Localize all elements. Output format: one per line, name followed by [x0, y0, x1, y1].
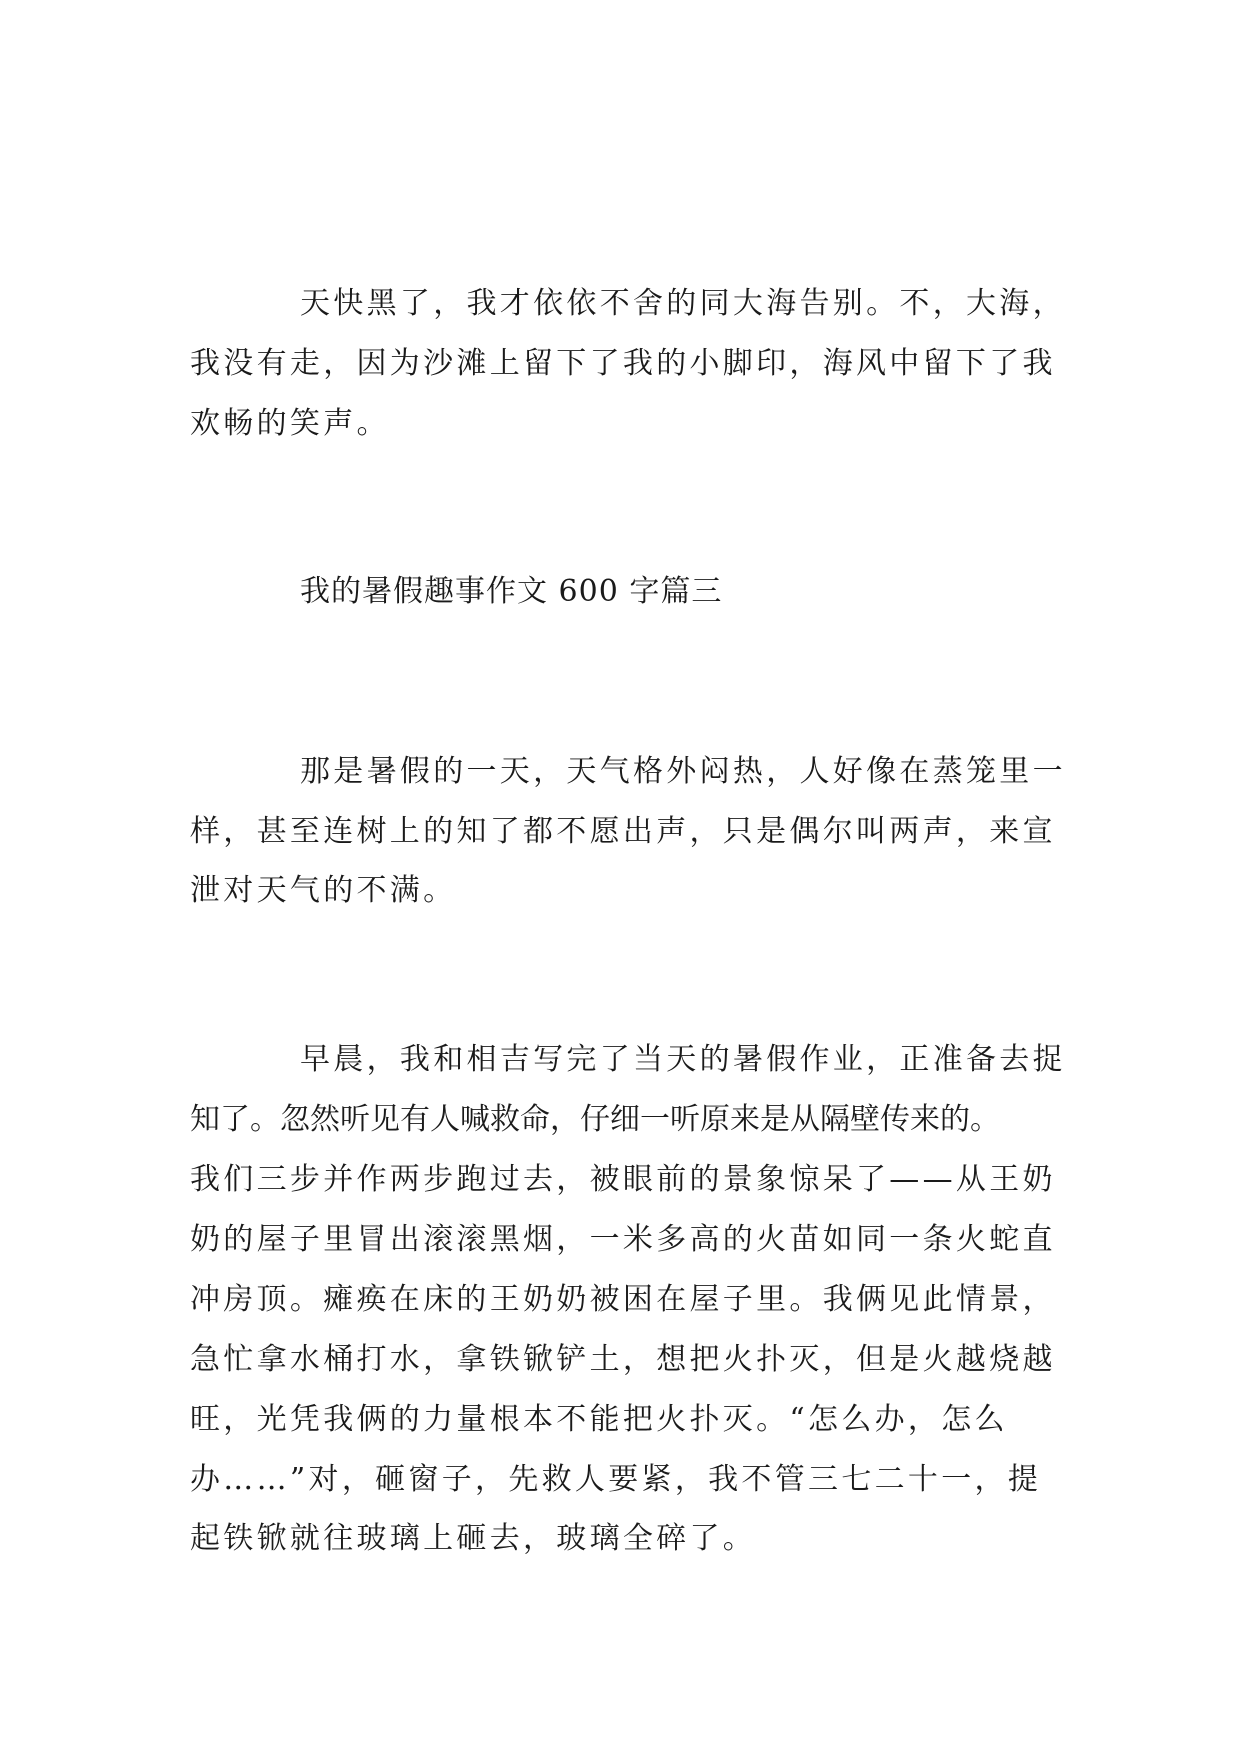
section-heading: 我的暑假趣事作文 600 字篇三 [300, 574, 723, 609]
paragraph-3-line-9: 起铁锨就往玻璃上砸去，玻璃全碎了。 [190, 1521, 757, 1556]
paragraph-1-line-2: 我没有走，因为沙滩上留下了我的小脚印，海风中留下了我 [190, 346, 1056, 381]
paragraph-1-line-3: 欢畅的笑声。 [190, 406, 390, 441]
paragraph-3-line-4: 奶的屋子里冒出滚滚黑烟，一米多高的火苗如同一条火蛇直 [190, 1222, 1056, 1257]
paragraph-3-line-2: 知了。忽然听见有人喊救命，仔细一听原来是从隔壁传来的。 [190, 1102, 1000, 1137]
paragraph-3-line-7: 旺，光凭我俩的力量根本不能把火扑灭。“怎么办，怎么 [190, 1402, 1008, 1437]
paragraph-2-line-1: 那是暑假的一天，天气格外闷热，人好像在蒸笼里一 [300, 754, 1066, 789]
paragraph-2-line-2: 样，甚至连树上的知了都不愿出声，只是偶尔叫两声，来宣 [190, 814, 1056, 849]
paragraph-3-line-3: 我们三步并作两步跑过去，被眼前的景象惊呆了——从王奶 [190, 1162, 1056, 1197]
paragraph-3-line-5: 冲房顶。瘫痪在床的王奶奶被困在屋子里。我俩见此情景， [190, 1282, 1056, 1317]
paragraph-3-line-1: 早晨，我和相吉写完了当天的暑假作业，正准备去捉 [300, 1042, 1066, 1077]
paragraph-1-line-1: 天快黑了，我才依依不舍的同大海告别。不，大海， [300, 286, 1066, 321]
paragraph-3-line-8: 办……”对，砸窗子，先救人要紧，我不管三七二十一，提 [190, 1462, 1042, 1497]
paragraph-2-line-3: 泄对天气的不满。 [190, 873, 457, 908]
paragraph-3-line-6: 急忙拿水桶打水，拿铁锨铲土，想把火扑灭，但是火越烧越 [190, 1342, 1056, 1377]
